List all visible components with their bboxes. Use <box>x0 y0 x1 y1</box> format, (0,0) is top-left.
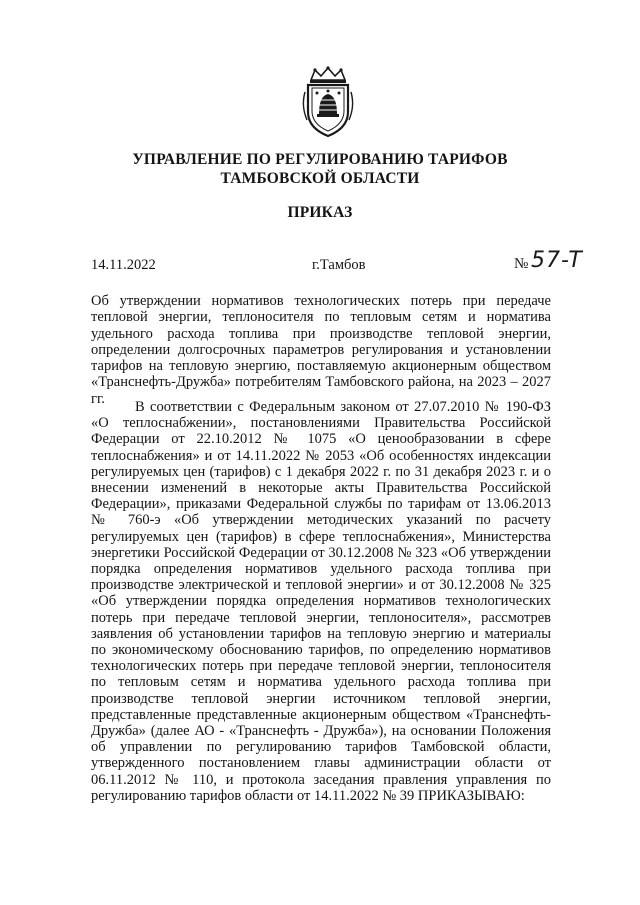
tambov-coat-of-arms-icon <box>299 66 357 138</box>
document-date: 14.11.2022 <box>91 257 156 273</box>
document-subject: Об утверждении нормативов технологических потерь при передаче тепловой энергии, теплоносителя по тепловым сетям и норматива удельного расхода топлива при производстве тепловой энергии, определении долгосрочных параметров регулирования и установлении тарифов на тепловую энергию, поставляемую акционерным обществом «Транснефть-Дружба» потребителям Тамбовского района, на 2023 – 2027 гг. <box>91 293 551 407</box>
document-number-handwritten: 57-T <box>531 248 583 273</box>
document-number-label: № <box>514 256 529 272</box>
document-type: ПРИКАЗ <box>287 204 353 221</box>
organization-name-line1: УПРАВЛЕНИЕ ПО РЕГУЛИРОВАНИЮ ТАРИФОВ <box>132 151 508 168</box>
organization-name-line2: ТАМБОВСКОЙ ОБЛАСТИ <box>220 170 420 187</box>
document-city: г.Тамбов <box>312 257 366 273</box>
document-body: В соответствии с Федеральным законом от 27.07.2010 № 190-ФЗ «О теплоснабжении», постановлениями Правительства Российской Федерации от 22.10.2012 № 1075 «О ценообразовании в сфере теплоснабжения» и от 14.11.2022 № 2053 «Об особенностях индексации регулируемых цен (тарифов) с 1 декабря 2022 г. по 31 декабря 2023 г. и о внесении изменений в некоторые акты Правительства Российской Федерации», приказами Федеральной службы по тарифам от 13.06.2013 № 760-э «Об утверждении методических указаний по расчету регулируемых цен (тарифов) в сфере теплоснабжения», Министерства энергетики Российской Федерации от 30.12.2008 № 323 «Об утверждении порядка определения нормативов удельного расхода топлива при производстве электрической и тепловой энергии» и от 30.12.2008 № 325 «Об утверждении порядка определения нормативов технологических потерь при передаче тепловой энергии, теплоносителя», рассмотрев заявления об установлении тарифов на тепловую энергию и материалы по экономическому обоснованию тарифов, по определению нормативов технологических потерь при передаче тепловой энергии, теплоносителя по тепловым сетям и норматива удельного расхода топлива при производстве тепловой энергии источником тепловой энергии, представленные представленные акционерным обществом «Транснефть-Дружба» (далее АО - «Транснефть - Дружба»), на основании Положения об управлении по регулированию тарифов Тамбовской области, утвержденного постановлением главы администрации области от 06.11.2012 № 110, и протокола заседания правления управления по регулированию тарифов области от 14.11.2022 № 39 ПРИКАЗЫВАЮ: <box>91 399 551 804</box>
